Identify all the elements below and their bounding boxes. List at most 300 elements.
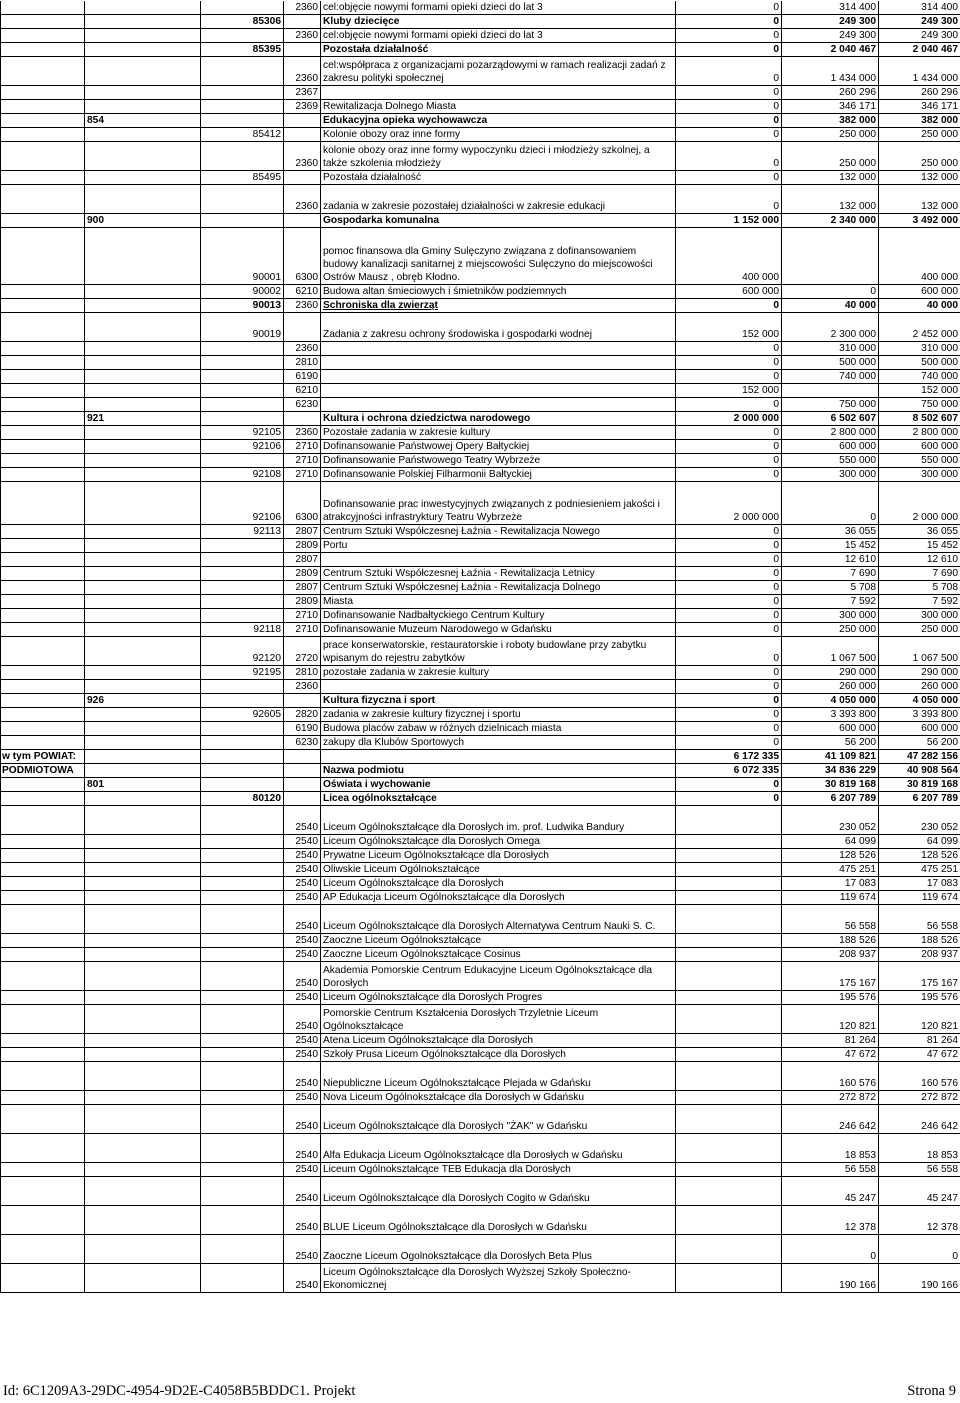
column-opis-cell: Liceum Ogólnokształcące dla Dorosłych Cogito w Gdańsku xyxy=(321,1177,676,1206)
column-dzial-cell xyxy=(85,1062,201,1091)
table-row xyxy=(1,426,960,440)
column-paragraf-cell: 2710 xyxy=(284,454,321,468)
column-rozdzial-cell xyxy=(201,806,284,835)
column-suma-cell: 272 872 xyxy=(879,1091,960,1105)
column-powiat-cell xyxy=(1,440,85,454)
column-suma-cell: 40 000 xyxy=(879,299,960,313)
column-paragraf-cell: 2540 xyxy=(284,905,321,934)
column-opis-cell: Centrum Sztuki Współczesnej Łaźnia - Rewitalizacja Dolnego xyxy=(321,581,676,595)
column-suma-cell: 600 000 xyxy=(879,440,960,454)
column-dzial-cell xyxy=(85,877,201,891)
table-row xyxy=(1,468,960,482)
column-rozdzial-cell xyxy=(201,29,284,43)
column-suma-cell: 81 264 xyxy=(879,1034,960,1048)
column-suma-cell: 500 000 xyxy=(879,356,960,370)
column-kwota-1-cell: 0 xyxy=(676,440,782,454)
table-row xyxy=(1,1163,960,1177)
column-rozdzial-cell xyxy=(201,539,284,553)
column-opis-cell: Niepubliczne Liceum Ogólnokształcące Plejada w Gdańsku xyxy=(321,1062,676,1091)
column-kwota-2-cell: 36 055 xyxy=(782,525,879,539)
table-row xyxy=(1,991,960,1005)
column-dzial-cell xyxy=(85,100,201,114)
column-powiat-cell xyxy=(1,806,85,835)
column-paragraf-cell: 6230 xyxy=(284,398,321,412)
column-paragraf-cell: 2540 xyxy=(284,806,321,835)
column-kwota-2-cell: 2 300 000 xyxy=(782,313,879,342)
column-kwota-2-cell: 47 672 xyxy=(782,1048,879,1062)
column-powiat-cell xyxy=(1,1206,85,1235)
column-dzial-cell xyxy=(85,1206,201,1235)
column-dzial-cell xyxy=(85,468,201,482)
column-opis-cell: Liceum Ogólnokształcące dla Dorosłych Omega xyxy=(321,835,676,849)
column-opis-cell: Kolonie obozy oraz inne formy xyxy=(321,128,676,142)
column-powiat-cell xyxy=(1,482,85,525)
column-powiat-cell xyxy=(1,29,85,43)
column-kwota-2-cell: 230 052 xyxy=(782,806,879,835)
column-powiat-cell xyxy=(1,313,85,342)
column-paragraf-cell: 2540 xyxy=(284,1105,321,1134)
column-opis-cell: Pozostała działalność xyxy=(321,43,676,57)
column-dzial-cell xyxy=(85,567,201,581)
column-kwota-2-cell: 290 000 xyxy=(782,666,879,680)
column-opis-cell: Liceum Ogólnokształcące TEB Edukacja dla Dorosłych xyxy=(321,1163,676,1177)
column-kwota-2-cell: 250 000 xyxy=(782,623,879,637)
table-row xyxy=(1,806,960,835)
column-powiat-cell xyxy=(1,863,85,877)
column-kwota-1-cell: 0 xyxy=(676,581,782,595)
column-dzial-cell xyxy=(85,285,201,299)
column-suma-cell: 750 000 xyxy=(879,398,960,412)
column-kwota-1-cell: 0 xyxy=(676,426,782,440)
table-row xyxy=(1,567,960,581)
column-dzial-cell xyxy=(85,708,201,722)
column-opis-cell: pomoc finansowa dla Gminy Sulęczyno związana z dofinansowaniem budowy kanalizacji sanitarnej z miejscowości Sulęczyno do miejscowości Ostrów Mausz , obręb Kłodno. xyxy=(321,228,676,285)
table-row xyxy=(1,1034,960,1048)
column-kwota-1-cell xyxy=(676,962,782,991)
column-opis-cell: Centrum Sztuki Współczesnej Łaźnia - Rewitalizacja Letnicy xyxy=(321,567,676,581)
column-powiat-cell xyxy=(1,991,85,1005)
column-paragraf-cell: 2360 xyxy=(284,299,321,313)
table-row xyxy=(1,877,960,891)
column-kwota-1-cell: 0 xyxy=(676,694,782,708)
table-row xyxy=(1,57,960,86)
column-powiat-cell xyxy=(1,398,85,412)
column-rozdzial-cell: 90001 xyxy=(201,228,284,285)
column-rozdzial-cell xyxy=(201,356,284,370)
column-kwota-2-cell: 56 200 xyxy=(782,736,879,750)
column-rozdzial-cell xyxy=(201,694,284,708)
column-opis-cell: Akademia Pomorskie Centrum Edukacyjne Liceum Ogólnokształcące dla Dorosłych xyxy=(321,962,676,991)
column-paragraf-cell: 2360 xyxy=(284,57,321,86)
table-row xyxy=(1,313,960,342)
table-row xyxy=(1,694,960,708)
column-rozdzial-cell xyxy=(201,722,284,736)
column-powiat-cell xyxy=(1,1105,85,1134)
column-suma-cell: 30 819 168 xyxy=(879,778,960,792)
column-paragraf-cell: 2540 xyxy=(284,877,321,891)
column-kwota-1-cell: 0 xyxy=(676,100,782,114)
column-dzial-cell xyxy=(85,384,201,398)
column-paragraf-cell xyxy=(284,15,321,29)
column-paragraf-cell xyxy=(284,171,321,185)
column-powiat-cell xyxy=(1,680,85,694)
column-powiat-cell xyxy=(1,595,85,609)
column-rozdzial-cell: 92106 xyxy=(201,482,284,525)
column-rozdzial-cell xyxy=(201,1091,284,1105)
table-row xyxy=(1,1005,960,1034)
column-dzial-cell xyxy=(85,666,201,680)
column-kwota-1-cell: 0 xyxy=(676,299,782,313)
column-suma-cell: 0 xyxy=(879,1235,960,1264)
column-powiat-cell xyxy=(1,525,85,539)
column-rozdzial-cell: 92605 xyxy=(201,708,284,722)
column-powiat-cell xyxy=(1,142,85,171)
column-rozdzial-cell xyxy=(201,1048,284,1062)
table-row xyxy=(1,1,960,15)
column-rozdzial-cell xyxy=(201,863,284,877)
column-kwota-2-cell: 500 000 xyxy=(782,356,879,370)
column-rozdzial-cell xyxy=(201,114,284,128)
column-suma-cell: 56 558 xyxy=(879,1163,960,1177)
column-suma-cell: 12 610 xyxy=(879,553,960,567)
column-kwota-2-cell: 12 378 xyxy=(782,1206,879,1235)
column-dzial-cell: 854 xyxy=(85,114,201,128)
column-kwota-2-cell: 310 000 xyxy=(782,342,879,356)
column-paragraf-cell: 2540 xyxy=(284,934,321,948)
column-powiat-cell xyxy=(1,637,85,666)
column-kwota-1-cell xyxy=(676,877,782,891)
column-opis-cell: Alfa Edukacja Liceum Ogólnokształcące dla Dorosłych w Gdańsku xyxy=(321,1134,676,1163)
column-paragraf-cell xyxy=(284,412,321,426)
column-dzial-cell xyxy=(85,750,201,764)
column-powiat-cell xyxy=(1,962,85,991)
table-row xyxy=(1,849,960,863)
table-row xyxy=(1,114,960,128)
table-row xyxy=(1,962,960,991)
column-kwota-2-cell: 3 393 800 xyxy=(782,708,879,722)
column-opis-cell xyxy=(321,370,676,384)
table-row xyxy=(1,666,960,680)
column-dzial-cell xyxy=(85,934,201,948)
column-dzial-cell xyxy=(85,171,201,185)
column-suma-cell: 260 296 xyxy=(879,86,960,100)
column-paragraf-cell: 2810 xyxy=(284,356,321,370)
column-rozdzial-cell: 80120 xyxy=(201,792,284,806)
column-opis-cell: Liceum Ogólnokształcące dla Dorosłych Alternatywa Centrum Nauki S. C. xyxy=(321,905,676,934)
column-suma-cell: 314 400 xyxy=(879,1,960,15)
column-paragraf-cell: 2540 xyxy=(284,849,321,863)
column-kwota-2-cell: 175 167 xyxy=(782,962,879,991)
column-powiat-cell xyxy=(1,1048,85,1062)
footer-page-number: Strona 9 xyxy=(907,1383,956,1399)
table-row xyxy=(1,454,960,468)
column-kwota-1-cell: 0 xyxy=(676,553,782,567)
column-opis-cell: Dofinansowanie Nadbałtyckiego Centrum Kultury xyxy=(321,609,676,623)
table-row xyxy=(1,948,960,962)
table-row xyxy=(1,356,960,370)
column-opis-cell: cel:objęcie nowymi formami opieki dzieci do lat 3 xyxy=(321,1,676,15)
column-dzial-cell xyxy=(85,736,201,750)
column-opis-cell: Zadania z zakresu ochrony środowiska i gospodarki wodnej xyxy=(321,313,676,342)
column-dzial-cell xyxy=(85,849,201,863)
column-powiat-cell xyxy=(1,877,85,891)
table-row xyxy=(1,891,960,905)
column-kwota-1-cell xyxy=(676,948,782,962)
column-opis-cell: Budowa placów zabaw w różnych dzielnicach miasta xyxy=(321,722,676,736)
column-opis-cell xyxy=(321,398,676,412)
column-powiat-cell xyxy=(1,623,85,637)
column-rozdzial-cell: 85412 xyxy=(201,128,284,142)
column-kwota-2-cell: 246 642 xyxy=(782,1105,879,1134)
column-powiat-cell xyxy=(1,1235,85,1264)
column-kwota-1-cell: 0 xyxy=(676,525,782,539)
table-row xyxy=(1,553,960,567)
column-kwota-2-cell: 1 434 000 xyxy=(782,57,879,86)
column-opis-cell: Oliwskie Liceum Ogólnokształcące xyxy=(321,863,676,877)
column-suma-cell: 300 000 xyxy=(879,609,960,623)
column-kwota-2-cell: 250 000 xyxy=(782,142,879,171)
column-paragraf-cell: 6300 xyxy=(284,482,321,525)
column-powiat-cell xyxy=(1,86,85,100)
table-row xyxy=(1,680,960,694)
column-kwota-2-cell: 56 558 xyxy=(782,1163,879,1177)
column-paragraf-cell: 6190 xyxy=(284,722,321,736)
column-rozdzial-cell: 92120 xyxy=(201,637,284,666)
column-kwota-2-cell: 740 000 xyxy=(782,370,879,384)
column-powiat-cell xyxy=(1,792,85,806)
column-dzial-cell: 900 xyxy=(85,214,201,228)
table-row xyxy=(1,171,960,185)
column-kwota-2-cell: 1 067 500 xyxy=(782,637,879,666)
column-kwota-1-cell: 0 xyxy=(676,142,782,171)
column-kwota-2-cell: 56 558 xyxy=(782,905,879,934)
column-dzial-cell xyxy=(85,142,201,171)
column-opis-cell: Budowa altan śmieciowych i śmietników podziemnych xyxy=(321,285,676,299)
column-kwota-2-cell xyxy=(782,228,879,285)
column-rozdzial-cell xyxy=(201,1105,284,1134)
column-paragraf-cell: 6190 xyxy=(284,370,321,384)
column-opis-cell: prace konserwatorskie, restauratorskie i roboty budowlane przy zabytku wpisanym do rejestru zabytków xyxy=(321,637,676,666)
column-powiat-cell xyxy=(1,15,85,29)
column-suma-cell: 740 000 xyxy=(879,370,960,384)
column-paragraf-cell xyxy=(284,114,321,128)
column-rozdzial-cell xyxy=(201,905,284,934)
column-paragraf-cell: 2540 xyxy=(284,891,321,905)
table-row xyxy=(1,905,960,934)
column-opis-cell xyxy=(321,680,676,694)
column-suma-cell: 346 171 xyxy=(879,100,960,114)
column-kwota-2-cell: 260 296 xyxy=(782,86,879,100)
column-rozdzial-cell: 92118 xyxy=(201,623,284,637)
column-kwota-1-cell: 152 000 xyxy=(676,384,782,398)
column-paragraf-cell: 2710 xyxy=(284,623,321,637)
column-suma-cell: 119 674 xyxy=(879,891,960,905)
column-rozdzial-cell xyxy=(201,86,284,100)
column-rozdzial-cell: 85395 xyxy=(201,43,284,57)
column-dzial-cell xyxy=(85,609,201,623)
column-paragraf-cell: 2540 xyxy=(284,1177,321,1206)
column-kwota-1-cell: 0 xyxy=(676,15,782,29)
column-kwota-2-cell: 6 207 789 xyxy=(782,792,879,806)
column-dzial-cell xyxy=(85,482,201,525)
column-kwota-1-cell: 0 xyxy=(676,43,782,57)
column-rozdzial-cell xyxy=(201,1134,284,1163)
column-opis-cell: Zaoczne Liceum Ogólnokształcące Cosinus xyxy=(321,948,676,962)
column-suma-cell: 160 576 xyxy=(879,1062,960,1091)
column-paragraf-cell: 2540 xyxy=(284,962,321,991)
column-suma-cell: 152 000 xyxy=(879,384,960,398)
column-kwota-1-cell: 0 xyxy=(676,185,782,214)
table-row xyxy=(1,581,960,595)
column-kwota-1-cell xyxy=(676,849,782,863)
column-suma-cell: 2 000 000 xyxy=(879,482,960,525)
column-opis-cell: BLUE Liceum Ogólnokształcące dla Dorosłych w Gdańsku xyxy=(321,1206,676,1235)
column-opis-cell: Dofinansowanie Polskiej Filharmonii Bałtyckiej xyxy=(321,468,676,482)
column-suma-cell: 56 558 xyxy=(879,905,960,934)
column-dzial-cell xyxy=(85,1005,201,1034)
column-rozdzial-cell xyxy=(201,962,284,991)
column-suma-cell: 310 000 xyxy=(879,342,960,356)
column-paragraf-cell: 2360 xyxy=(284,680,321,694)
column-rozdzial-cell xyxy=(201,384,284,398)
column-rozdzial-cell: 85306 xyxy=(201,15,284,29)
column-dzial-cell xyxy=(85,1235,201,1264)
column-paragraf-cell: 2369 xyxy=(284,100,321,114)
column-rozdzial-cell xyxy=(201,581,284,595)
column-opis-cell: Miasta xyxy=(321,595,676,609)
column-suma-cell: 5 708 xyxy=(879,581,960,595)
column-rozdzial-cell xyxy=(201,100,284,114)
column-powiat-cell xyxy=(1,948,85,962)
column-paragraf-cell: 2367 xyxy=(284,86,321,100)
column-kwota-1-cell xyxy=(676,1005,782,1034)
column-powiat-cell xyxy=(1,43,85,57)
column-kwota-1-cell: 0 xyxy=(676,128,782,142)
column-paragraf-cell xyxy=(284,313,321,342)
column-paragraf-cell: 2540 xyxy=(284,1163,321,1177)
column-opis-cell: zakupy dla Klubów Sportowych xyxy=(321,736,676,750)
column-rozdzial-cell xyxy=(201,835,284,849)
column-kwota-1-cell: 2 000 000 xyxy=(676,482,782,525)
column-suma-cell: 230 052 xyxy=(879,806,960,835)
column-kwota-2-cell: 30 819 168 xyxy=(782,778,879,792)
table-row xyxy=(1,637,960,666)
column-suma-cell: 120 821 xyxy=(879,1005,960,1034)
column-suma-cell: 1 067 500 xyxy=(879,637,960,666)
column-kwota-1-cell xyxy=(676,1206,782,1235)
column-dzial-cell xyxy=(85,539,201,553)
column-kwota-1-cell xyxy=(676,905,782,934)
column-kwota-2-cell: 250 000 xyxy=(782,128,879,142)
column-rozdzial-cell xyxy=(201,750,284,764)
column-kwota-2-cell: 5 708 xyxy=(782,581,879,595)
column-opis-cell xyxy=(321,750,676,764)
column-kwota-1-cell xyxy=(676,1235,782,1264)
column-powiat-cell xyxy=(1,609,85,623)
column-suma-cell: 600 000 xyxy=(879,285,960,299)
column-kwota-1-cell xyxy=(676,806,782,835)
column-kwota-2-cell: 272 872 xyxy=(782,1091,879,1105)
column-kwota-2-cell: 475 251 xyxy=(782,863,879,877)
column-dzial-cell xyxy=(85,1134,201,1163)
column-paragraf-cell xyxy=(284,750,321,764)
column-rozdzial-cell xyxy=(201,849,284,863)
table-row xyxy=(1,228,960,285)
column-paragraf-cell: 2360 xyxy=(284,29,321,43)
column-suma-cell: 249 300 xyxy=(879,15,960,29)
column-paragraf-cell: 2360 xyxy=(284,342,321,356)
column-opis-cell: kolonie obozy oraz inne formy wypoczynku dzieci i młodzieży szkolnej, a także szkolenia młodzieży xyxy=(321,142,676,171)
table-row xyxy=(1,595,960,609)
column-paragraf-cell: 6300 xyxy=(284,228,321,285)
column-kwota-2-cell: 190 166 xyxy=(782,1264,879,1293)
table-row xyxy=(1,1206,960,1235)
column-kwota-2-cell: 12 610 xyxy=(782,553,879,567)
column-opis-cell: Gospodarka komunalna xyxy=(321,214,676,228)
column-kwota-2-cell: 249 300 xyxy=(782,15,879,29)
column-dzial-cell xyxy=(85,863,201,877)
column-rozdzial-cell xyxy=(201,1062,284,1091)
column-kwota-2-cell: 208 937 xyxy=(782,948,879,962)
column-kwota-2-cell: 119 674 xyxy=(782,891,879,905)
column-kwota-2-cell: 81 264 xyxy=(782,1034,879,1048)
column-suma-cell: 45 247 xyxy=(879,1177,960,1206)
column-suma-cell: 188 526 xyxy=(879,934,960,948)
column-powiat-cell xyxy=(1,553,85,567)
column-suma-cell: 7 592 xyxy=(879,595,960,609)
column-rozdzial-cell xyxy=(201,877,284,891)
column-dzial-cell xyxy=(85,991,201,1005)
column-kwota-1-cell: 0 xyxy=(676,792,782,806)
column-paragraf-cell: 2540 xyxy=(284,863,321,877)
table-row xyxy=(1,398,960,412)
column-kwota-1-cell: 6 172 335 xyxy=(676,750,782,764)
column-kwota-2-cell: 195 576 xyxy=(782,991,879,1005)
column-dzial-cell xyxy=(85,1091,201,1105)
column-kwota-1-cell: 0 xyxy=(676,637,782,666)
column-kwota-2-cell: 17 083 xyxy=(782,877,879,891)
column-kwota-1-cell: 0 xyxy=(676,468,782,482)
column-kwota-1-cell xyxy=(676,1091,782,1105)
column-suma-cell: 7 690 xyxy=(879,567,960,581)
column-paragraf-cell: 2540 xyxy=(284,1005,321,1034)
column-kwota-2-cell: 188 526 xyxy=(782,934,879,948)
column-powiat-cell xyxy=(1,722,85,736)
column-paragraf-cell: 2540 xyxy=(284,1264,321,1293)
column-powiat-cell xyxy=(1,214,85,228)
column-dzial-cell xyxy=(85,29,201,43)
column-powiat-cell xyxy=(1,114,85,128)
column-paragraf-cell: 2820 xyxy=(284,708,321,722)
column-opis-cell xyxy=(321,384,676,398)
column-opis-cell: zadania w zakresie pozostałej działalności w zakresie edukacji xyxy=(321,185,676,214)
column-opis-cell: Pomorskie Centrum Kształcenia Dorosłych Trzyletnie Liceum Ogólnokształcące xyxy=(321,1005,676,1034)
table-row xyxy=(1,214,960,228)
table-row xyxy=(1,29,960,43)
table-row xyxy=(1,722,960,736)
column-suma-cell: 550 000 xyxy=(879,454,960,468)
column-opis-cell: cel:współpraca z organizacjami pozarządowymi w ramach realizacji zadań z zakresu polityki społecznej xyxy=(321,57,676,86)
column-suma-cell: 56 200 xyxy=(879,736,960,750)
column-rozdzial-cell xyxy=(201,398,284,412)
column-kwota-2-cell: 2 340 000 xyxy=(782,214,879,228)
column-suma-cell: 8 502 607 xyxy=(879,412,960,426)
column-paragraf-cell xyxy=(284,778,321,792)
column-powiat-cell xyxy=(1,299,85,313)
column-kwota-1-cell xyxy=(676,1062,782,1091)
column-dzial-cell xyxy=(85,891,201,905)
column-kwota-1-cell: 0 xyxy=(676,370,782,384)
